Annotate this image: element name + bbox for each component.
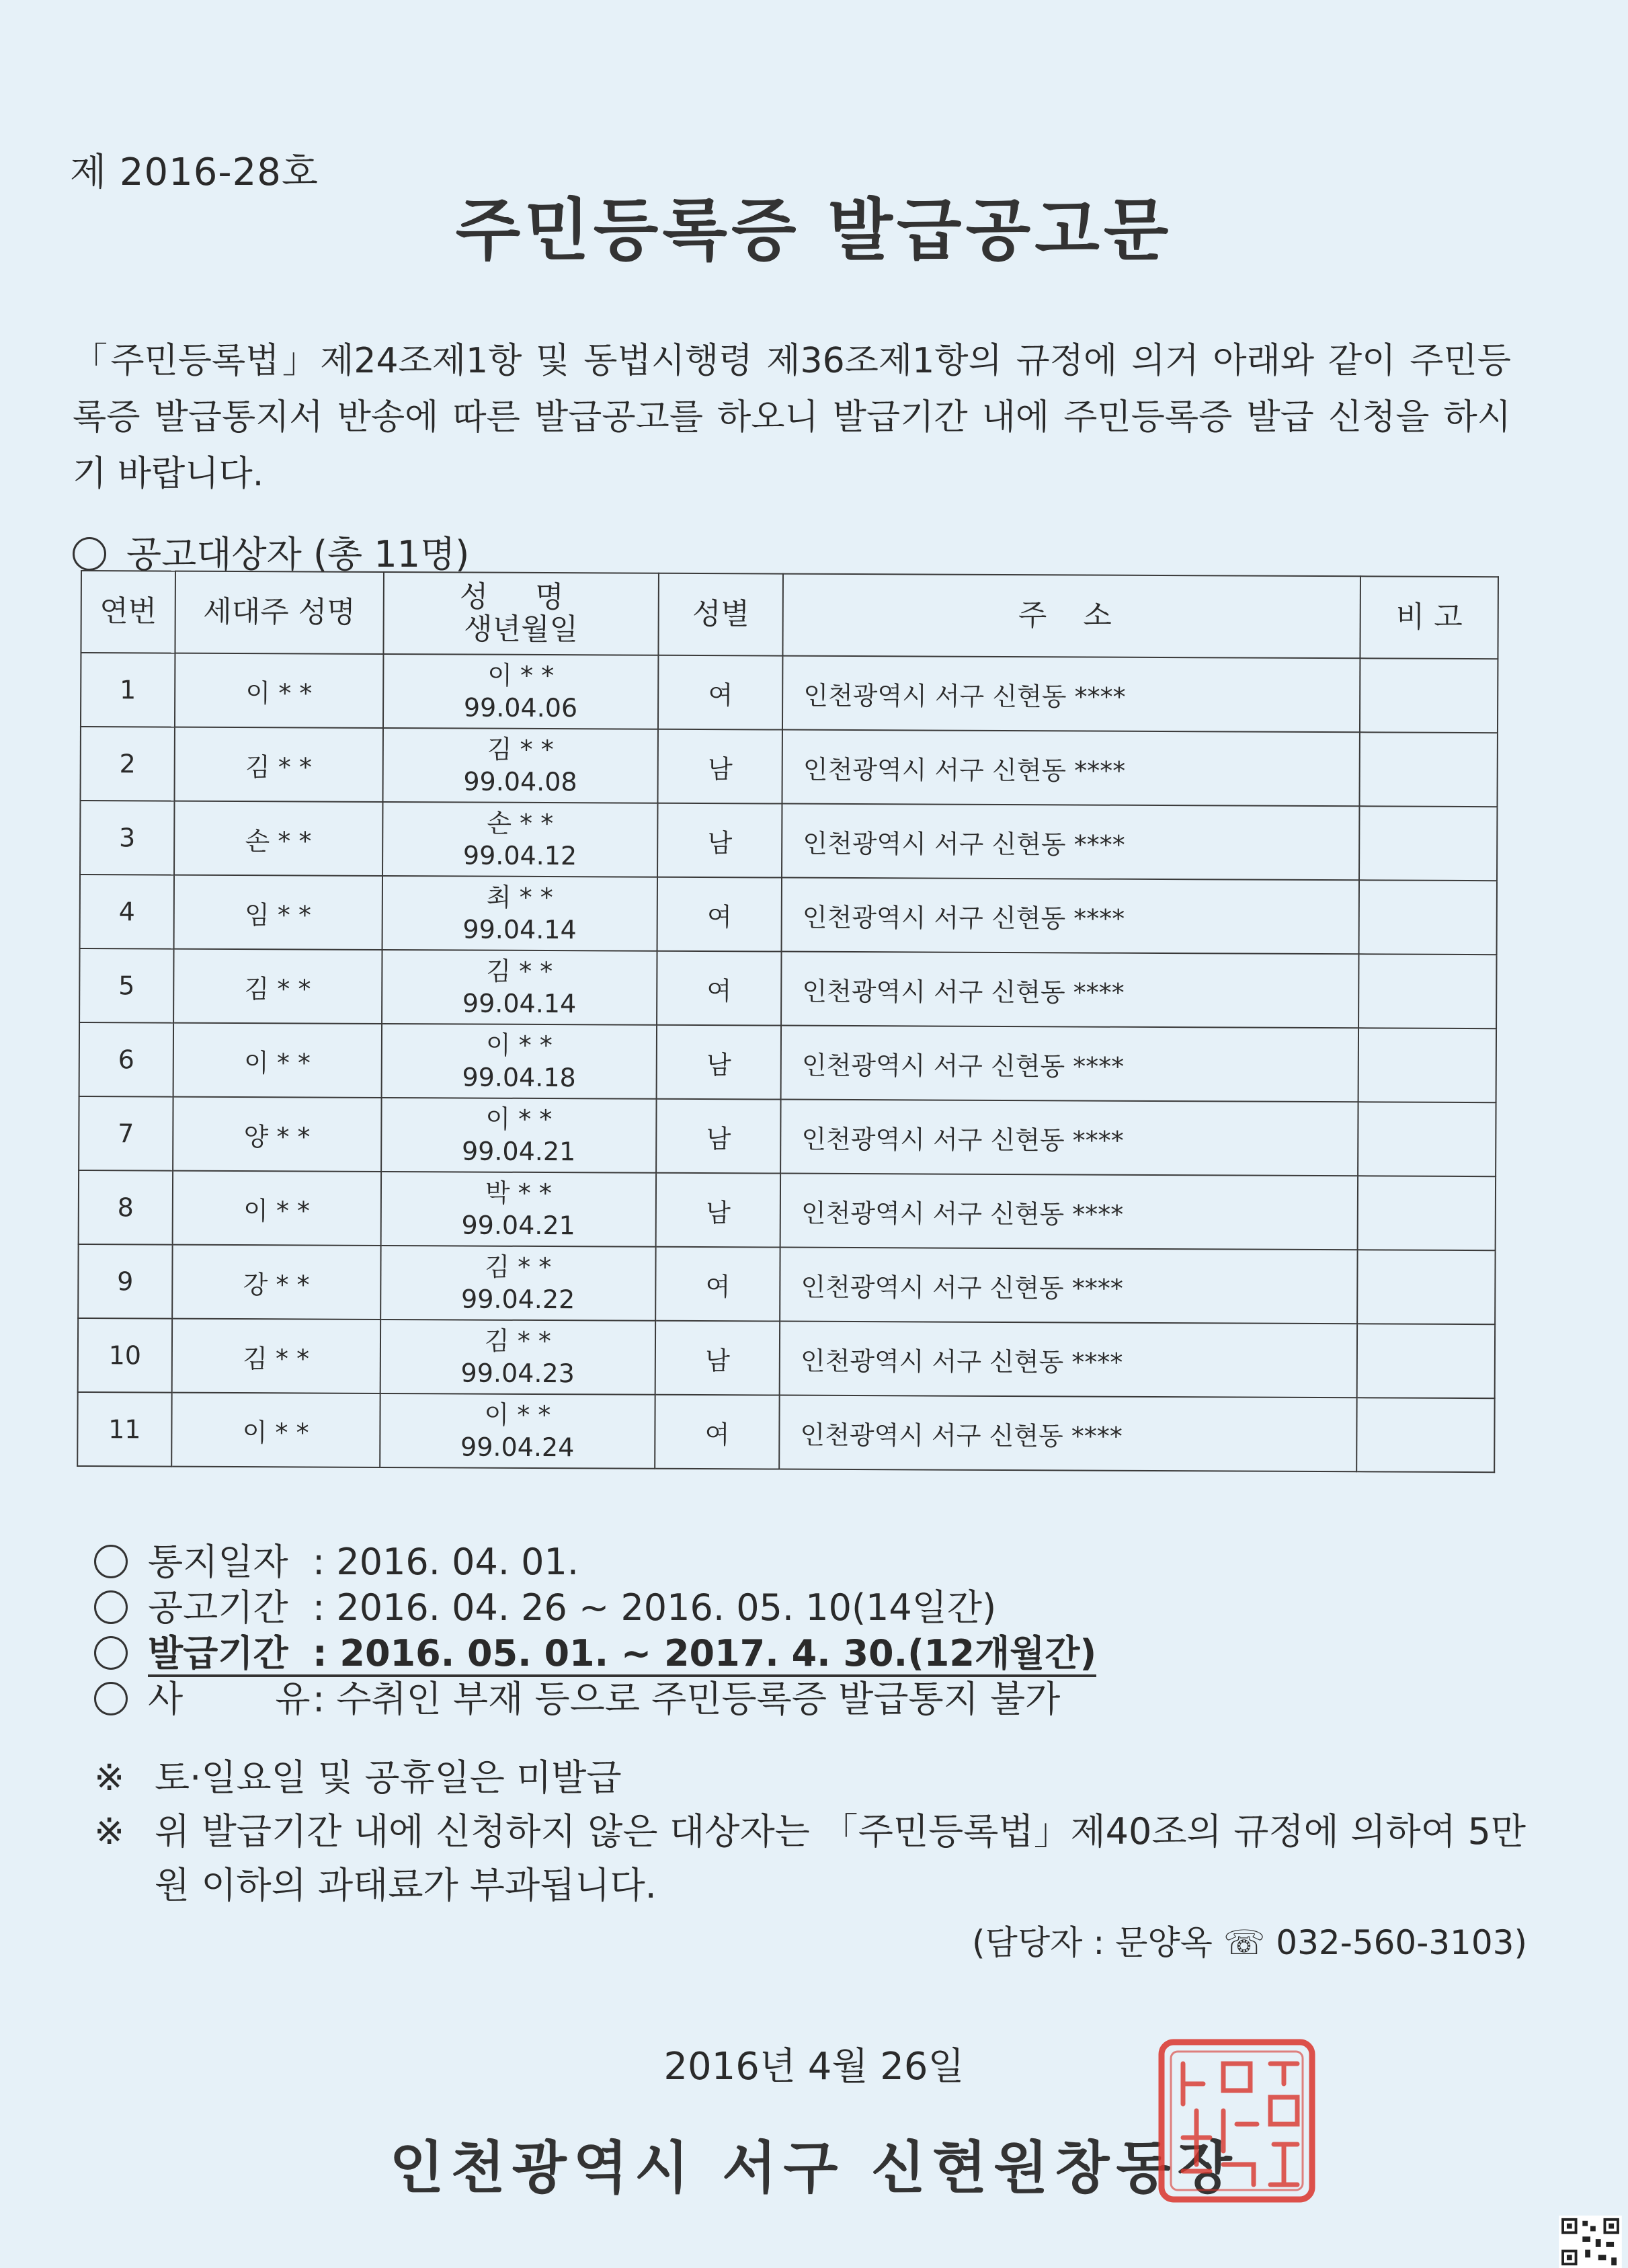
organization-name: 인천광역시 서구 신현원창동장	[389, 2135, 1239, 2201]
cell-householder: 이 * *	[173, 1023, 381, 1098]
cell-name: 최 * *	[486, 882, 553, 913]
note-item-2	[94, 1805, 1526, 1912]
circle-bullet-icon	[94, 1682, 128, 1715]
table-row	[78, 1318, 1495, 1398]
cell-address: 인천광역시 서구 신현동 ****	[781, 952, 1359, 1028]
cell-birth: 99.04.12	[462, 840, 577, 871]
cell-name-birth	[380, 1320, 655, 1395]
cell-birth: 99.04.08	[463, 766, 577, 797]
cell-remarks	[1359, 880, 1497, 955]
header-no: 연번	[81, 571, 175, 653]
table-row	[79, 1022, 1496, 1102]
cell-remarks	[1359, 806, 1497, 881]
header-address: 주 소	[783, 574, 1361, 659]
cell-remarks	[1358, 1176, 1496, 1250]
cell-gender: 남	[657, 1025, 781, 1100]
header-name: 성 명	[459, 579, 583, 615]
official-seal-icon	[1156, 2037, 1317, 2205]
note-item-1	[94, 1751, 1526, 1805]
cell-householder: 양 * *	[173, 1097, 381, 1172]
table-row	[79, 948, 1496, 1028]
notice-date-value: : 2016. 04. 01.	[313, 1541, 579, 1583]
table-row	[81, 653, 1498, 733]
cell-address: 인천광역시 서구 신현동 ****	[780, 1174, 1358, 1250]
cell-householder: 김 * *	[173, 949, 382, 1024]
cell-no: 3	[80, 801, 174, 875]
table-header-row	[81, 571, 1498, 659]
reference-mark-icon: ※	[94, 1810, 125, 1853]
header-birth: 생년월일	[463, 612, 579, 647]
target-heading-text: 공고대상자 (총 11명)	[126, 533, 470, 575]
cell-gender: 남	[655, 1321, 780, 1395]
cell-no: 5	[79, 948, 173, 1023]
notice-period-row	[94, 1585, 1096, 1631]
cell-address: 인천광역시 서구 신현동 ****	[779, 1395, 1357, 1472]
cell-name: 김 * *	[484, 1326, 551, 1356]
cell-name-birth	[380, 1246, 656, 1321]
cell-name-birth	[380, 1172, 656, 1247]
cell-birth: 99.04.06	[463, 692, 578, 723]
cell-name: 이 * *	[487, 660, 555, 691]
cell-birth: 99.04.21	[461, 1210, 575, 1241]
cell-address: 인천광역시 서구 신현동 ****	[781, 1026, 1359, 1102]
cell-gender: 여	[658, 655, 782, 730]
notice-period-value: : 2016. 04. 26 ~ 2016. 05. 10(14일간)	[313, 1586, 997, 1629]
cell-address: 인천광역시 서구 신현동 ****	[780, 1100, 1358, 1176]
qr-code-icon	[1558, 2216, 1623, 2268]
cell-remarks	[1360, 732, 1498, 807]
header-name-birth	[383, 572, 659, 655]
cell-no: 6	[79, 1022, 173, 1097]
notice-date-label: 통지일자	[148, 1541, 288, 1583]
cell-birth: 99.04.23	[460, 1358, 575, 1389]
circle-bullet-icon	[94, 1545, 128, 1578]
cell-address: 인천광역시 서구 신현동 ****	[782, 878, 1360, 955]
cell-gender: 남	[657, 803, 782, 878]
cell-no: 7	[79, 1096, 173, 1171]
table-row	[79, 1170, 1496, 1250]
cell-gender: 남	[658, 729, 782, 804]
page-title: 주민등록증 발급공고문	[455, 191, 1173, 270]
cell-gender: 남	[656, 1173, 780, 1248]
circle-bullet-icon	[94, 1590, 128, 1624]
cell-birth: 99.04.14	[462, 914, 577, 945]
circle-bullet-icon	[73, 537, 106, 571]
cell-remarks	[1356, 1398, 1494, 1472]
cell-remarks	[1358, 954, 1496, 1028]
note-text-2: 위 발급기간 내에 신청하지 않은 대상자는 「주민등록법」제40조의 규정에 의하여 5만원 이하의 과태료가 부과됩니다.	[155, 1810, 1526, 1906]
table-row	[77, 1392, 1494, 1472]
table-row	[78, 1244, 1495, 1324]
cell-gender: 여	[657, 951, 781, 1026]
document-number: 제 2016-28호	[70, 151, 319, 194]
cell-remarks	[1358, 1102, 1496, 1176]
cell-birth: 99.04.24	[460, 1432, 575, 1463]
cell-name: 김 * *	[487, 734, 554, 765]
cell-name-birth	[382, 950, 657, 1025]
intro-paragraph: 「주민등록법」제24조제1항 및 동법시행령 제36조제1항의 규정에 의거 아래와 같이 주민등록증 발급통지서 반송에 따른 발급공고를 하오니 발급기간 내에 주민등록증 발급 신청을 하시기 바랍니다.	[73, 341, 1511, 494]
notice-period-label: 공고기간	[148, 1586, 288, 1629]
cell-householder: 이 * *	[175, 653, 383, 728]
cell-no: 2	[81, 727, 175, 801]
cell-name-birth	[383, 654, 659, 729]
notice-date-row	[94, 1539, 1096, 1585]
cell-gender: 여	[655, 1247, 780, 1322]
issue-period-value: : 2016. 05. 01. ~ 2017. 4. 30.(12개월간)	[313, 1632, 1097, 1674]
contact-info: (담당자 : 문양옥 ☏ 032-560-3103)	[972, 1923, 1527, 1962]
cell-name: 박 * *	[485, 1178, 552, 1209]
reason-label: 사 유	[148, 1678, 351, 1720]
notes	[94, 1751, 1526, 1912]
cell-address: 인천광역시 서구 신현동 ****	[782, 656, 1360, 733]
cell-name: 김 * *	[485, 1252, 552, 1283]
cell-no: 1	[81, 653, 175, 727]
circle-bullet-icon	[94, 1636, 128, 1670]
header-householder: 세대주 성명	[175, 571, 383, 654]
cell-householder: 김 * *	[172, 1319, 380, 1393]
cell-no: 8	[79, 1170, 173, 1245]
cell-householder: 손 * *	[174, 801, 382, 876]
cell-no: 4	[80, 875, 174, 949]
cell-no: 10	[78, 1318, 172, 1393]
issue-period-row	[94, 1631, 1096, 1676]
issue-date: 2016년 4월 26일	[663, 2045, 965, 2089]
cell-remarks	[1357, 1324, 1495, 1398]
cell-householder: 이 * *	[171, 1393, 380, 1467]
cell-birth: 99.04.18	[462, 1062, 576, 1093]
cell-name: 이 * *	[485, 1104, 553, 1135]
header-remarks: 비 고	[1360, 576, 1498, 659]
cell-name: 손 * *	[487, 808, 554, 839]
cell-no: 9	[78, 1244, 172, 1319]
cell-address: 인천광역시 서구 신현동 ****	[780, 1322, 1358, 1398]
cell-householder: 임 * *	[173, 875, 382, 950]
cell-householder: 이 * *	[173, 1171, 381, 1246]
cell-householder: 김 * *	[174, 727, 382, 802]
reason-row	[94, 1676, 1096, 1722]
cell-name-birth	[381, 1098, 657, 1173]
cell-birth: 99.04.14	[462, 988, 577, 1019]
issue-period-label: 발급기간	[148, 1632, 288, 1674]
cell-gender: 여	[655, 1395, 779, 1469]
cell-name-birth	[382, 876, 657, 951]
cell-remarks	[1358, 1028, 1496, 1102]
table-row	[80, 801, 1497, 881]
note-text-1: 토·일요일 및 공휴일은 미발급	[155, 1756, 622, 1799]
cell-name: 이 * *	[484, 1400, 551, 1430]
cell-householder: 강 * *	[172, 1245, 380, 1320]
header-gender: 성별	[659, 573, 783, 656]
table-row	[81, 727, 1498, 807]
cell-name-birth	[381, 1024, 657, 1099]
table-row	[79, 1096, 1496, 1176]
cell-address: 인천광역시 서구 신현동 ****	[782, 804, 1360, 881]
cell-name-birth	[382, 802, 658, 877]
cell-birth: 99.04.21	[461, 1136, 576, 1167]
cell-name: 이 * *	[485, 1030, 553, 1061]
cell-name-birth	[380, 1393, 655, 1469]
table-row	[80, 875, 1497, 955]
cell-gender: 남	[656, 1099, 780, 1174]
reason-value: : 수취인 부재 등으로 주민등록증 발급통지 불가	[313, 1678, 1061, 1720]
cell-gender: 여	[657, 877, 782, 952]
cell-no: 11	[77, 1392, 171, 1467]
cell-address: 인천광역시 서구 신현동 ****	[782, 730, 1360, 807]
cell-address: 인천광역시 서구 신현동 ****	[780, 1248, 1358, 1324]
cell-name: 김 * *	[486, 956, 553, 987]
cell-name-birth	[382, 728, 658, 803]
cell-remarks	[1360, 658, 1498, 733]
cell-birth: 99.04.22	[460, 1284, 575, 1315]
target-table	[77, 570, 1499, 1473]
info-list	[94, 1539, 1096, 1722]
cell-remarks	[1357, 1250, 1495, 1324]
reference-mark-icon: ※	[94, 1756, 125, 1799]
